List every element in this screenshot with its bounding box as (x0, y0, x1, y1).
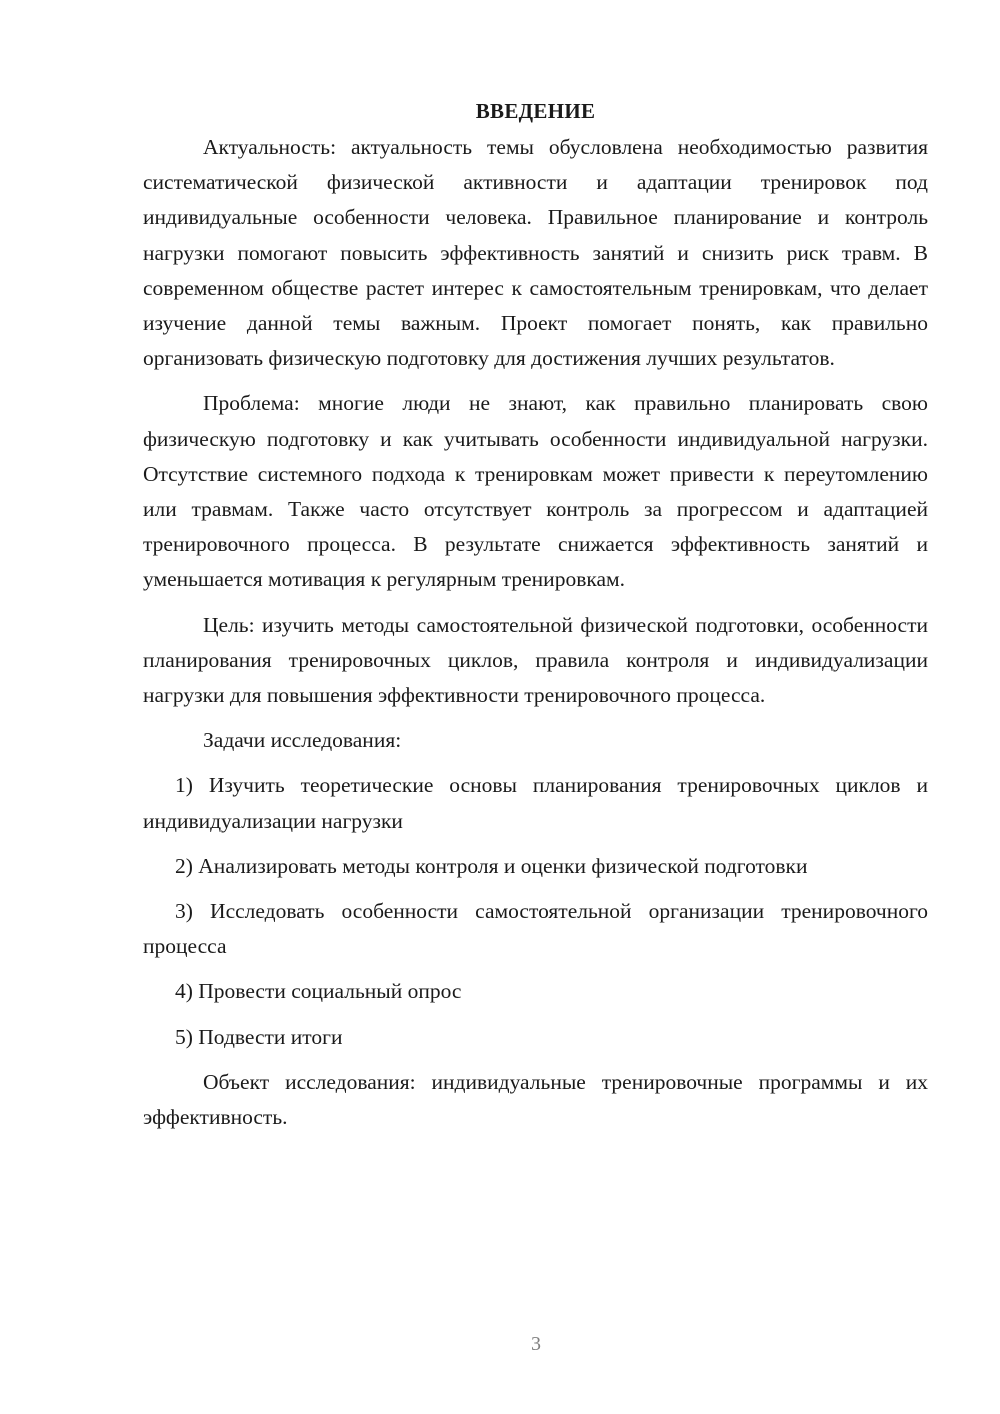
task-item-3: 3) Исследовать особенности самостоятельной организации тренировочного процесса (143, 899, 928, 959)
task-item-1: 1) Изучить теоретические основы планирования тренировочных циклов и индивидуализации нагрузки (143, 773, 928, 833)
task-item-2: 2) Анализировать методы контроля и оценки физической подготовки (175, 853, 808, 878)
task-item-4: 4) Провести социальный опрос (175, 979, 462, 1004)
paragraph-problem: Проблема: многие люди не знают, как правильно планировать свою физическую подготовку и как учитывать особенности индивидуальной нагрузки. Отсутствие системного подхода к тренировкам может привести к переутомлению или травмам. Также часто отсутствует контроль за прогрессом и адаптацией тренировочного процесса. В результате снижается эффективность занятий и уменьшается мотивация к регулярным тренировкам. (143, 391, 928, 592)
document-page (143, 96, 928, 1145)
tasks-list (143, 768, 928, 1054)
paragraph-goal: Цель: изучить методы самостоятельной физической подготовки, особенности планирования тренировочных циклов, правила контроля и индивидуализации нагрузки для повышения эффективности тренировочного процесса. (143, 612, 928, 708)
paragraph-relevance: Актуальность: актуальность темы обусловлена необходимостью развития систематической физической активности и адаптации тренировок под индивидуальные особенности человека. Правильное планирование и контроль нагрузки помогают повысить эффективность занятий и снизить риск травм. В современном обществе растет интерес к самостоятельным тренировкам, что делает изучение данной темы важным. Проект помогает понять, как правильно организовать физическую подготовку для достижения лучших результатов. (143, 135, 928, 371)
paragraph-object: Объект исследования: индивидуальные тренировочные программы и их эффективность. (143, 1069, 928, 1130)
task-item-5: 5) Подвести итоги (175, 1024, 343, 1049)
page-title: ВВЕДЕНИЕ (475, 99, 596, 123)
tasks-heading: Задачи исследования: (203, 728, 402, 753)
page-number: 3 (531, 1333, 541, 1355)
